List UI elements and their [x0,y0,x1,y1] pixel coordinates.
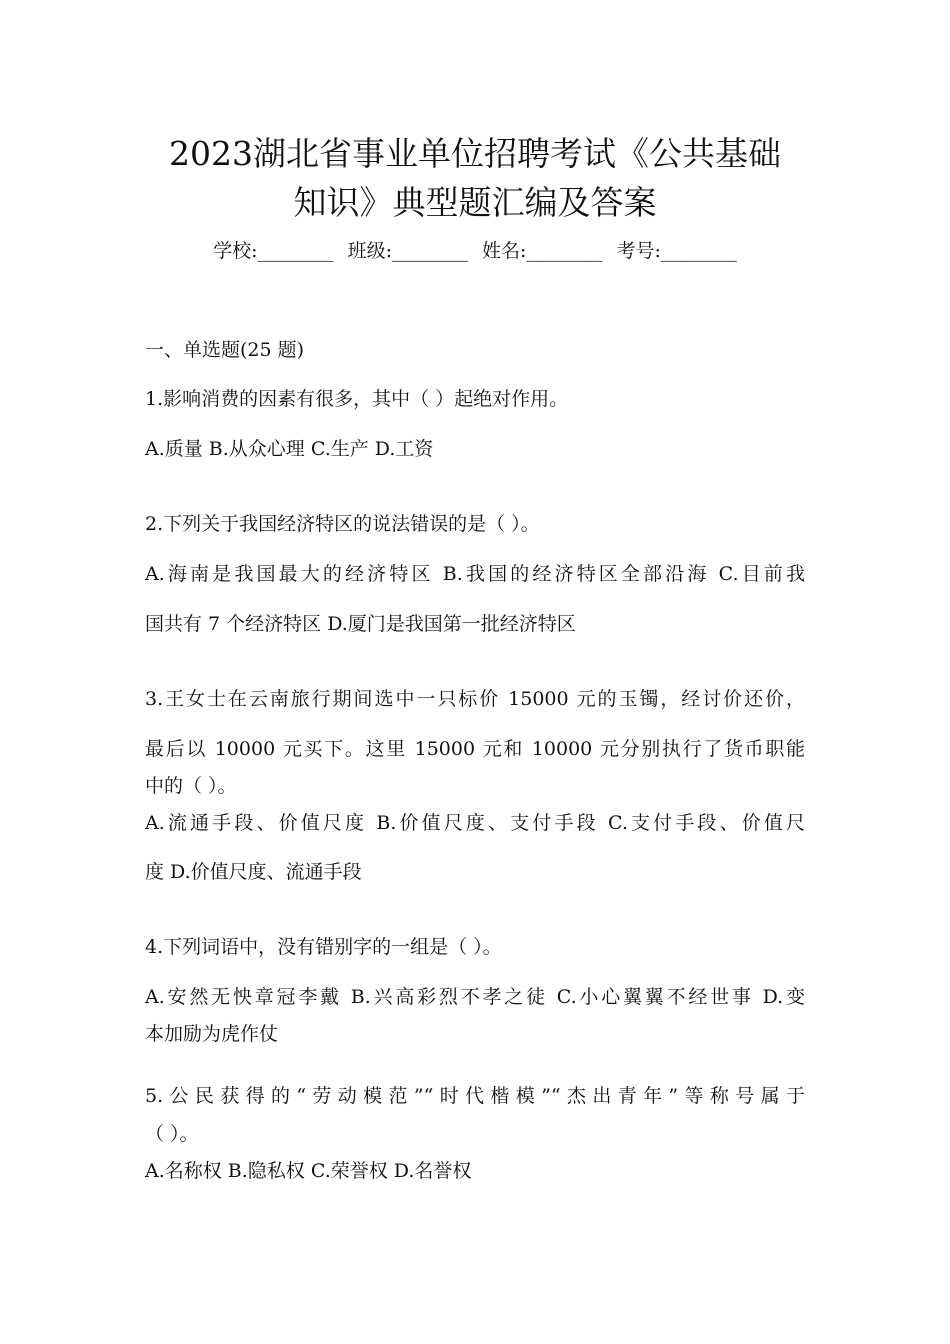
name-field: 姓名:________ [482,240,603,262]
question-3-stem-line-3: 中的（ ）。 [145,775,237,797]
question-5-stem-line-1: 5.公民获得的“劳动模范”“时代楷模”“杰出青年”等称号属于 [145,1085,805,1107]
question-4-options-line-1: A.安然无怏章冠李戴 B.兴高彩烈不孝之徒 C.小心翼翼不经世事 D.变 [145,986,805,1008]
question-1-options: A.质量 B.从众心理 C.生产 D.工资 [145,438,434,460]
class-field: 班级:________ [347,240,468,262]
page-title-line-2: 知识》典型题汇编及答案 [293,183,657,222]
question-2-stem: 2.下列关于我国经济特区的说法错误的是（ ）。 [145,513,540,535]
question-5-stem-line-2: （ ）。 [145,1123,199,1145]
question-3-stem-line-2: 最后以 10000 元买下。这里 15000 元和 10000 元分别执行了货币职能 [145,738,805,760]
question-2-options-line-2: 国共有 7 个经济特区 D.厦门是我国第一批经济特区 [145,613,576,635]
student-info-line [120,238,830,264]
school-field: 学校:________ [213,240,334,262]
section-heading: 一、单选题(25 题) [145,339,305,361]
question-5-options: A.名称权 B.隐私权 C.荣誉权 D.名誉权 [145,1160,472,1182]
question-1-stem: 1.影响消费的因素有很多，其中（ ）起绝对作用。 [145,388,569,410]
question-2-options-line-1: A.海南是我国最大的经济特区 B.我国的经济特区全部沿海 C.目前我 [145,563,805,585]
question-4-stem: 4.下列词语中，没有错别字的一组是（ ）。 [145,936,502,958]
page-title-line-1: 2023湖北省事业单位招聘考试《公共基础 [169,134,781,173]
question-3-options-line-2: 度 D.价值尺度、流通手段 [145,861,362,883]
question-4-options-line-2: 本加励为虎作仗 [145,1023,279,1045]
exam-number-field: 考号:________ [616,240,737,262]
question-3-options-line-1: A.流通手段、价值尺度 B.价值尺度、支付手段 C.支付手段、价值尺 [145,812,805,834]
question-3-stem-line-1: 3.王女士在云南旅行期间选中一只标价 15000 元的玉镯，经讨价还价， [145,688,805,710]
